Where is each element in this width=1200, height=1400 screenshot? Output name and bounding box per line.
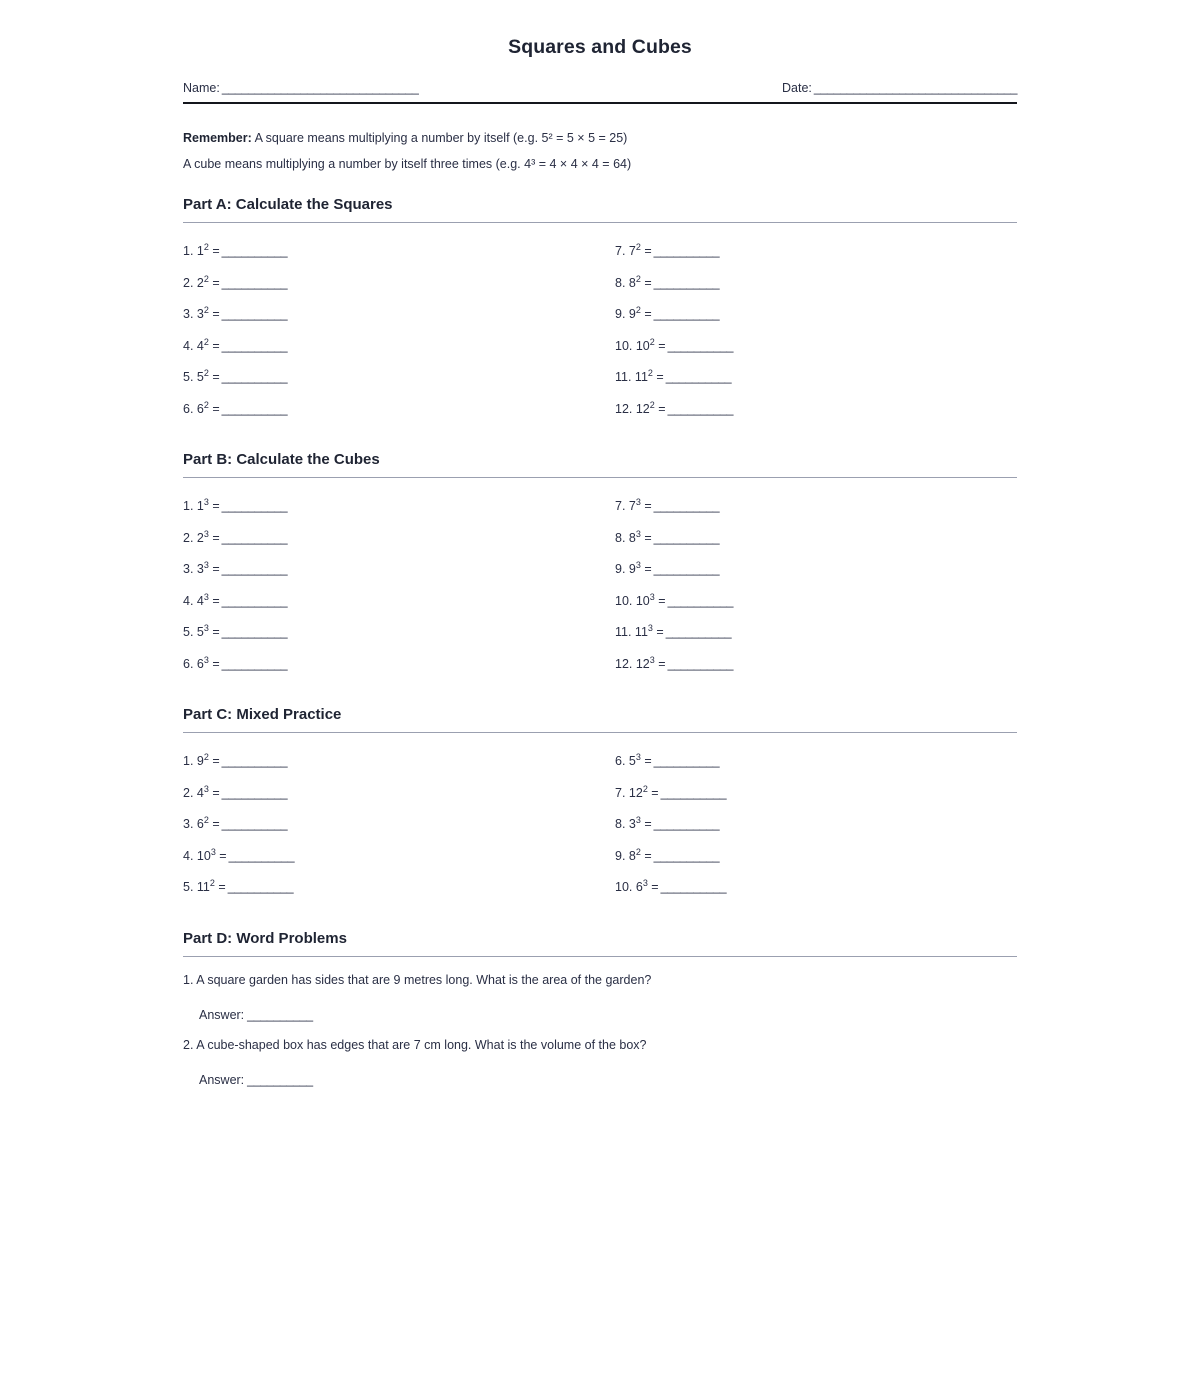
problem-item (615, 299, 1017, 331)
exponent: 2 (203, 399, 209, 410)
problem-item (615, 331, 1017, 363)
problem-number: 8. (615, 275, 629, 290)
exponent: 3 (203, 559, 209, 570)
answer-blank[interactable]: __________ (221, 593, 288, 608)
problem-number: 2. (183, 785, 197, 800)
problem-expression: $9^3$ = (628, 559, 652, 576)
part-a-problems (183, 236, 1017, 425)
problem-number: 9. (615, 307, 629, 321)
part-b-divider (183, 477, 1017, 478)
problem-expression: $9^2$ = (628, 304, 652, 321)
problem-expression: $8^3$ = (628, 528, 652, 545)
word-problem-question: 2. A cube-shaped box has edges that are 7 cm long. What is the volume of the box? (183, 1037, 647, 1052)
exponent: 3 (642, 877, 648, 888)
exponent: 2 (203, 273, 209, 284)
remember-label: Remember: (183, 131, 252, 145)
problem-expression: $3^3$ = (628, 814, 652, 831)
problem-expression: $8^2$ = (628, 273, 652, 290)
exponent: 2 (635, 846, 641, 857)
problem-number: 3. (183, 307, 197, 321)
header-divider (183, 102, 1017, 104)
answer-blank[interactable]: __________ (653, 244, 720, 258)
problem-number: 11. (615, 625, 635, 639)
exponent: 2 (203, 751, 209, 762)
answer-blank[interactable]: __________ (653, 848, 720, 863)
problem-number: 5. (183, 370, 197, 384)
problem-item (183, 554, 615, 586)
problem-number: 7. (615, 499, 629, 513)
problem-item (615, 649, 1017, 681)
problem-number: 10. (615, 880, 636, 894)
part-c-divider (183, 732, 1017, 733)
problem-item (615, 586, 1017, 618)
date-blank-line[interactable]: _______________________________ (813, 81, 1017, 95)
problem-expression: $3^3$ = (196, 559, 220, 576)
answer-blank[interactable]: __________ (221, 275, 288, 290)
problem-number: 4. (183, 593, 197, 608)
exponent: 3 (635, 751, 641, 762)
problem-expression: $11^2$ = (634, 367, 664, 384)
answer-blank[interactable]: __________ (221, 499, 288, 513)
problem-expression: $5^3$ = (628, 751, 652, 768)
problem-number: 2. (183, 275, 197, 290)
name-date-row (183, 81, 1017, 95)
name-field[interactable] (183, 81, 418, 95)
problem-number: 4. (183, 338, 197, 353)
problem-item (183, 841, 615, 873)
word-problems-list (183, 970, 1017, 1100)
answer-blank[interactable]: __________ (221, 625, 288, 639)
answer-blank[interactable]: __________ (653, 562, 720, 576)
exponent: 3 (203, 591, 209, 602)
answer-blank[interactable]: __________ (653, 275, 720, 290)
exponent: 3 (647, 622, 653, 633)
problem-number: 1. (183, 244, 197, 258)
exponent: 3 (635, 559, 641, 570)
exponent: 3 (649, 654, 655, 665)
answer-blank[interactable]: __________ (221, 338, 288, 353)
answer-blank[interactable]: __________ (665, 625, 732, 639)
problem-expression: $6^2$ = (196, 399, 220, 416)
problem-expression: $2^2$ = (196, 273, 220, 290)
problem-number: 12. (615, 656, 636, 671)
problem-number: 8. (615, 530, 629, 545)
part-b-title: Part B: Calculate the Cubes (183, 451, 380, 468)
exponent: 2 (203, 304, 209, 315)
problem-expression: $9^2$ = (196, 751, 220, 768)
name-blank-line[interactable]: ______________________________ (221, 81, 419, 95)
problem-expression: $5^3$ = (196, 622, 220, 639)
problem-expression: $3^2$ = (196, 304, 220, 321)
problem-item (615, 268, 1017, 300)
answer-blank[interactable]: __________ (221, 530, 288, 545)
exponent: 2 (649, 399, 655, 410)
part-d-title: Part D: Word Problems (183, 929, 347, 947)
answer-blank[interactable]: __________ (247, 1008, 313, 1022)
problem-expression: $6^3$ = (196, 654, 220, 671)
problem-number: 9. (615, 848, 629, 863)
exponent: 3 (635, 496, 641, 507)
word-problem (183, 970, 1017, 1035)
problem-number: 12. (615, 401, 636, 416)
part-b-problems (183, 491, 1017, 680)
exponent: 2 (203, 367, 209, 378)
problem-expression: $7^3$ = (628, 496, 652, 513)
problem-item (183, 362, 615, 394)
answer-blank[interactable]: __________ (247, 1073, 313, 1087)
problem-item (183, 236, 615, 268)
name-label: Name: (183, 81, 220, 95)
answer-blank[interactable]: __________ (221, 244, 288, 258)
problem-number: 3. (183, 817, 197, 831)
problem-number: 8. (615, 817, 629, 831)
date-field[interactable] (782, 81, 1017, 95)
answer-blank[interactable]: __________ (653, 499, 720, 513)
exponent: 2 (203, 241, 209, 252)
exponent: 2 (203, 814, 209, 825)
problem-item (615, 872, 1017, 904)
problem-number: 6. (615, 754, 629, 768)
answer-blank[interactable]: __________ (221, 562, 288, 576)
problem-number: 1. (183, 499, 197, 513)
problem-item (183, 809, 615, 841)
problem-item (615, 491, 1017, 523)
problem-number: 3. (183, 562, 197, 576)
problem-item (615, 778, 1017, 810)
problem-expression: $11^3$ = (634, 622, 664, 639)
answer-blank[interactable]: __________ (665, 370, 732, 384)
answer-blank[interactable]: __________ (221, 307, 288, 321)
problem-number: 10. (615, 593, 636, 608)
problem-item (183, 872, 615, 904)
answer-label: Answer: (199, 1073, 245, 1087)
problem-expression: $6^3$ = (635, 877, 659, 894)
problem-number: 4. (183, 848, 197, 863)
problem-expression: $11^2$ = (196, 877, 226, 894)
problem-number: 10. (615, 338, 636, 353)
problem-item (183, 394, 615, 426)
exponent: 3 (649, 591, 655, 602)
part-c-problems (183, 746, 1017, 904)
answer-blank[interactable]: __________ (653, 817, 720, 831)
problem-item (183, 778, 615, 810)
exponent: 3 (203, 654, 209, 665)
problem-number: 1. (183, 754, 197, 768)
answer-label: Answer: (199, 1008, 245, 1022)
exponent: 2 (649, 336, 655, 347)
answer-blank[interactable]: __________ (221, 401, 288, 416)
word-problem (183, 1035, 1017, 1100)
answer-blank[interactable]: __________ (221, 785, 288, 800)
word-problem-answer-row (199, 1051, 1017, 1100)
remember-block (183, 132, 1017, 170)
problem-item (183, 331, 615, 363)
problem-item (183, 299, 615, 331)
answer-blank[interactable]: __________ (221, 817, 288, 831)
word-problem-question: 1. A square garden has sides that are 9 metres long. What is the area of the garden? (183, 972, 652, 987)
problem-expression: $12^2$ = (635, 399, 666, 416)
answer-blank[interactable]: __________ (667, 401, 734, 416)
exponent: 3 (635, 814, 641, 825)
problem-item (183, 586, 615, 618)
problem-expression: $4^2$ = (196, 336, 220, 353)
problem-expression: $7^2$ = (628, 241, 652, 258)
exponent: 3 (203, 622, 209, 633)
problem-item (615, 809, 1017, 841)
exponent: 2 (203, 336, 209, 347)
answer-blank[interactable]: __________ (653, 530, 720, 545)
answer-blank[interactable]: __________ (667, 338, 734, 353)
problem-number: 7. (615, 785, 629, 800)
exponent: 2 (647, 367, 653, 378)
problem-expression: $4^3$ = (196, 591, 220, 608)
part-b-section (183, 451, 1017, 680)
answer-blank[interactable]: __________ (667, 656, 734, 671)
problem-item (183, 268, 615, 300)
answer-blank[interactable]: __________ (653, 307, 720, 321)
exponent: 3 (203, 496, 209, 507)
problem-item (615, 362, 1017, 394)
remember-line-2: A cube means multiplying a number by itself three times (e.g. 4³ = 4 × 4 × 4 = 64) (183, 156, 632, 171)
exponent: 2 (209, 877, 215, 888)
exponent: 3 (203, 783, 209, 794)
problem-item (615, 841, 1017, 873)
word-problem-answer-row (199, 986, 1017, 1035)
problem-expression: $12^2$ = (628, 783, 659, 800)
problem-number: 6. (183, 656, 197, 671)
problem-item (615, 617, 1017, 649)
answer-blank[interactable]: __________ (221, 656, 288, 671)
page-title: Squares and Cubes (508, 36, 692, 58)
problem-item (183, 523, 615, 555)
problem-item (183, 617, 615, 649)
problem-item (183, 746, 615, 778)
worksheet-content (183, 0, 1017, 1100)
problem-expression: $10^3$ = (635, 591, 666, 608)
exponent: 3 (635, 528, 641, 539)
part-a-divider (183, 222, 1017, 223)
problem-expression: $10^2$ = (635, 336, 666, 353)
answer-blank[interactable]: __________ (221, 370, 288, 384)
problem-expression: $2^3$ = (196, 528, 220, 545)
problem-expression: $10^3$ = (196, 846, 227, 863)
problem-item (183, 649, 615, 681)
problem-item (615, 554, 1017, 586)
part-d-divider (183, 956, 1017, 957)
problem-number: 7. (615, 244, 629, 258)
problem-item (615, 746, 1017, 778)
answer-blank[interactable]: __________ (227, 880, 294, 894)
problem-number: 9. (615, 562, 629, 576)
remember-square-text: A square means multiplying a number by itself (e.g. 5² = 5 × 5 = 25) (251, 131, 628, 145)
part-c-title: Part C: Mixed Practice (183, 706, 342, 723)
problem-expression: $1^3$ = (196, 496, 220, 513)
answer-blank[interactable]: __________ (660, 785, 727, 800)
problem-expression: $1^2$ = (196, 241, 220, 258)
problem-number: 5. (183, 880, 197, 894)
exponent: 2 (642, 783, 648, 794)
problem-item (183, 491, 615, 523)
part-c-section (183, 706, 1017, 904)
problem-expression: $6^2$ = (196, 814, 220, 831)
answer-blank[interactable]: __________ (667, 593, 734, 608)
part-d-section (183, 930, 1017, 1100)
date-label: Date: (782, 81, 812, 95)
problem-number: 6. (183, 401, 197, 416)
answer-blank[interactable]: __________ (653, 754, 720, 768)
answer-blank[interactable]: __________ (221, 754, 288, 768)
exponent: 2 (635, 273, 641, 284)
answer-blank[interactable]: __________ (660, 880, 727, 894)
problem-expression: $4^3$ = (196, 783, 220, 800)
problem-expression: $8^2$ = (628, 846, 652, 863)
problem-item (615, 394, 1017, 426)
sections-container (183, 196, 1017, 904)
answer-blank[interactable]: __________ (228, 848, 295, 863)
problem-number: 2. (183, 530, 197, 545)
part-a-title: Part A: Calculate the Squares (183, 196, 393, 213)
remember-line-1 (183, 132, 1017, 145)
exponent: 3 (203, 528, 209, 539)
exponent: 2 (635, 241, 641, 252)
problem-number: 5. (183, 625, 197, 639)
problem-item (615, 523, 1017, 555)
problem-item (615, 236, 1017, 268)
exponent: 2 (635, 304, 641, 315)
problem-number: 11. (615, 370, 635, 384)
exponent: 3 (210, 846, 216, 857)
problem-expression: $5^2$ = (196, 367, 220, 384)
part-a-section (183, 196, 1017, 425)
problem-expression: $12^3$ = (635, 654, 666, 671)
